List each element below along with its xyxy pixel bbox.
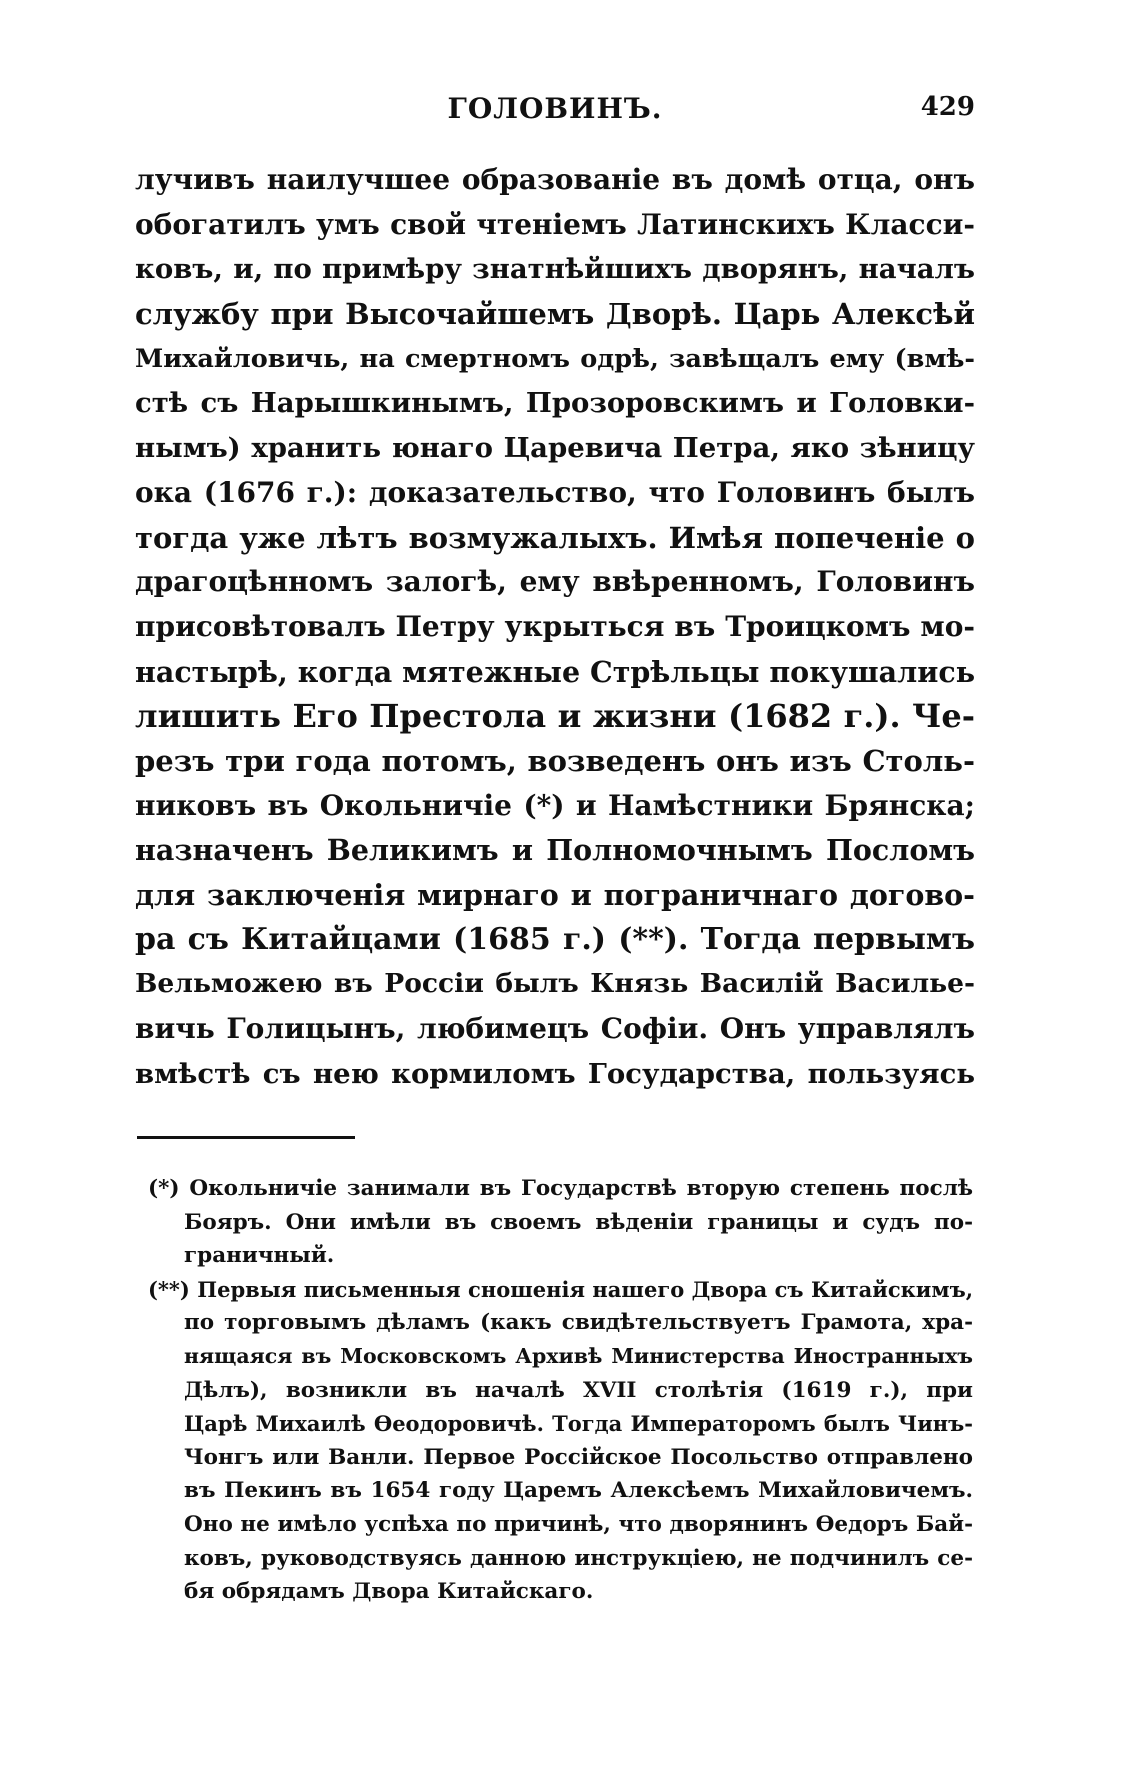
footnote-line: Оно не имѣло успѣха по причинѣ, что дворянинъ Ѳедоръ Бай- xyxy=(184,1511,973,1537)
page-number: 429 xyxy=(920,92,975,122)
text-line: присовѣтовалъ Петру укрыться въ Троицкомъ мо- xyxy=(135,609,975,643)
footnote-marker: (*) xyxy=(148,1176,180,1201)
text-line: настырѣ, когда мятежные Стрѣльцы покушались xyxy=(135,654,975,689)
footnote-line xyxy=(148,1172,973,1206)
text-line: назначенъ Великимъ и Полномочнымъ Посломъ xyxy=(135,833,975,868)
footnote-line: въ Пекинъ въ 1654 году Царемъ Алексѣемъ Михайловичемъ. xyxy=(184,1478,973,1504)
footnote-line xyxy=(148,1273,973,1307)
footnote-divider xyxy=(137,1136,355,1139)
footnote-text: Окольничіе занимали въ Государствѣ вторую степень послѣ xyxy=(189,1176,973,1201)
text-line: тогда уже лѣтъ возмужалыхъ. Имѣя попеченіе о xyxy=(135,520,975,555)
footnote-text: Первыя письменныя сношенія нашего Двора съ Китайскимъ, xyxy=(197,1276,973,1302)
running-title: ГОЛОВИНЪ. xyxy=(447,92,663,125)
footnote-1 xyxy=(148,1172,973,1273)
footnote-line: нящаяся въ Московскомъ Архивѣ Министерства Иностранныхъ xyxy=(184,1343,973,1368)
footnote-2 xyxy=(148,1273,973,1609)
text-line: лучивъ наилучшее образованіе въ домѣ отца, онъ xyxy=(135,163,975,196)
footnote-marker: (**) xyxy=(148,1276,190,1302)
text-line: Вельможею въ Россіи былъ Князь Василій Василье- xyxy=(135,968,975,1000)
footnote-line: Дѣлъ), возникли въ началѣ XVII столѣтія (1619 г.), при xyxy=(184,1377,973,1403)
footnote-line: Чонгъ или Ванли. Первое Россійское Посольство отправлено xyxy=(184,1444,973,1470)
text-line: ра съ Китайцами (1685 г.) (**). Тогда первымъ xyxy=(135,921,975,957)
footnote-line: граничный. xyxy=(184,1243,335,1269)
text-line: обогатилъ умъ свой чтеніемъ Латинскихъ Класси- xyxy=(135,207,975,241)
text-line: стѣ съ Нарышкинымъ, Прозоровскимъ и Головки- xyxy=(135,387,975,420)
text-line: для заключенія мирнаго и пограничнаго догово- xyxy=(135,878,975,912)
text-line: резъ три года потомъ, возведенъ онъ изъ Столь- xyxy=(135,743,975,778)
footnote-line: ковъ, руководствуясь данною инструкціею, не подчинилъ се- xyxy=(184,1545,973,1571)
page-header xyxy=(135,92,975,132)
text-line: драгоцѣнномъ залогѣ, ему ввѣренномъ, Головинъ xyxy=(135,565,975,599)
footnote-line: бя обрядамъ Двора Китайскаго. xyxy=(184,1579,594,1605)
main-text xyxy=(135,158,975,1096)
text-line: нымъ) хранить юнаго Царевича Петра, яко зѣницу xyxy=(135,432,975,465)
text-line: службу при Высочайшемъ Дворѣ. Царь Алексѣй xyxy=(135,297,975,332)
text-line: никовъ въ Окольничіе (*) и Намѣстники Брянска; xyxy=(135,788,975,822)
footnotes xyxy=(148,1172,973,1609)
text-line: лишить Его Престола и жизни (1682 г.). Че- xyxy=(135,697,975,736)
text-line: вмѣстѣ съ нею кормиломъ Государства, пользуясь xyxy=(135,1057,975,1090)
footnote-line: по торговымъ дѣламъ (какъ свидѣтельствуетъ Грамота, хра- xyxy=(184,1310,973,1336)
footnote-line: Бояръ. Они имѣли въ своемъ вѣденіи границы и судъ по- xyxy=(184,1209,973,1235)
text-line: Михайловичь, на смертномъ одрѣ, завѣщалъ ему (вмѣ- xyxy=(135,343,975,374)
text-line: ока (1676 г.): доказательство, что Головинъ былъ xyxy=(135,475,975,509)
text-line: ковъ, и, по примѣру знатнѣйшихъ дворянъ, началъ xyxy=(135,253,975,286)
text-line: вичь Голицынъ, любимецъ Софіи. Онъ управлялъ xyxy=(135,1012,975,1046)
footnote-line: Царѣ Михаилѣ Ѳеодоровичѣ. Тогда Императоромъ былъ Чинъ- xyxy=(184,1411,973,1437)
